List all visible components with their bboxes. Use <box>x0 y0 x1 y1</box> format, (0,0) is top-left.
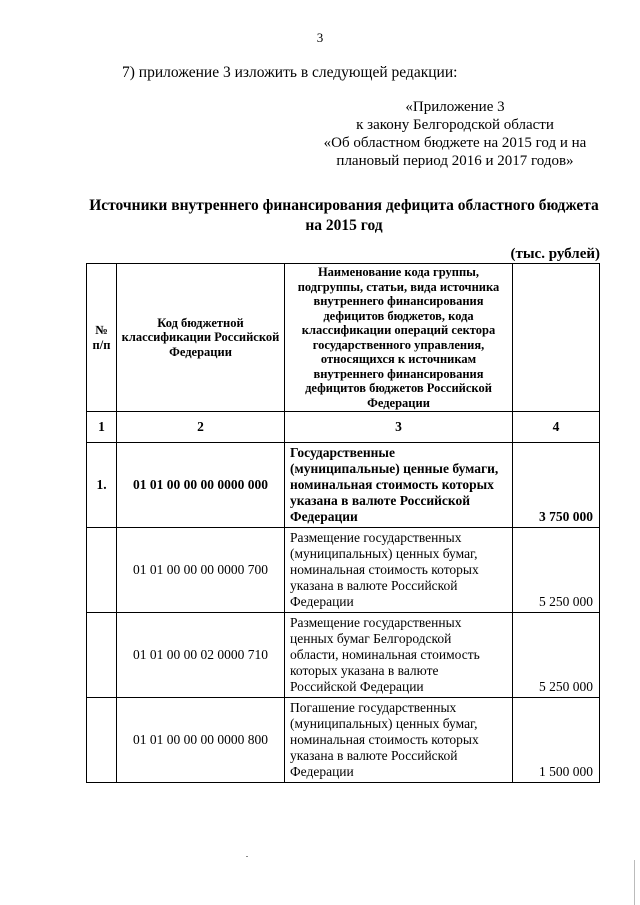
table-row <box>87 443 600 528</box>
desc-line: (муниципальные) ценные бумаги, <box>290 461 499 476</box>
column-number: 1 <box>87 412 117 443</box>
desc-line: (муниципальных) ценных бумаг, <box>290 546 478 561</box>
desc-line: Размещение государственных <box>290 615 462 630</box>
header-num: № п/п <box>87 264 117 412</box>
row-num <box>87 613 117 698</box>
desc-line: области, номинальная стоимость <box>290 647 480 662</box>
header-amount <box>513 264 600 412</box>
scan-speck <box>246 856 248 857</box>
desc-line: номинальная стоимость которых <box>290 477 494 492</box>
desc-line: указана в валюте Российской <box>290 748 458 763</box>
desc-line: Погашение государственных <box>290 700 457 715</box>
desc-line: Федерации <box>290 509 358 524</box>
title-line: Источники внутреннего финансирования дефицита областного бюджета <box>89 197 599 214</box>
row-amount: 5 250 000 <box>513 528 600 613</box>
desc-line: которых указана в валюте <box>290 663 439 678</box>
row-amount: 1 500 000 <box>513 698 600 783</box>
row-num: 1. <box>87 443 117 528</box>
appendix-line: плановый период 2016 и 2017 годов» <box>336 153 574 169</box>
table-row <box>87 528 600 613</box>
desc-line: (муниципальных) ценных бумаг, <box>290 716 478 731</box>
appendix-line: «Приложение 3 <box>405 99 505 115</box>
column-number: 3 <box>285 412 513 443</box>
financing-sources-table <box>86 263 600 783</box>
column-number: 2 <box>117 412 285 443</box>
desc-line: номинальная стоимость которых <box>290 562 479 577</box>
header-name: Наименование кода группы, подгруппы, статьи, вида источника внутреннего финансирования дефицитов бюджетов, кода классификации операций сектора государственного управления, относящихся к источникам внутреннего финансирования дефицитов бюджетов Российской Федерации <box>285 264 513 412</box>
desc-line: Государственные <box>290 445 395 460</box>
row-description <box>285 528 513 613</box>
desc-line: указана в валюте Российской <box>290 493 471 508</box>
document-title <box>70 196 618 236</box>
appendix-line: «Об областном бюджете на 2015 год и на <box>323 135 587 151</box>
appendix-line: к закону Белгородской области <box>356 117 554 133</box>
desc-line: Федерации <box>290 764 354 779</box>
table-header-row <box>87 264 600 412</box>
desc-line: номинальная стоимость которых <box>290 732 479 747</box>
units-label: (тыс. рублей) <box>510 246 600 262</box>
title-line: на 2015 год <box>305 217 383 234</box>
column-numbers-row <box>87 412 600 443</box>
row-num <box>87 698 117 783</box>
scan-edge <box>634 860 635 905</box>
row-description <box>285 613 513 698</box>
table-row <box>87 698 600 783</box>
column-number: 4 <box>513 412 600 443</box>
row-num <box>87 528 117 613</box>
row-code: 01 01 00 00 00 0000 000 <box>117 443 285 528</box>
intro-text: 7) приложение 3 изложить в следующей редакции: <box>122 64 458 81</box>
desc-line: ценных бумаг Белгородской <box>290 631 452 646</box>
appendix-reference <box>300 98 610 170</box>
desc-line: Российской Федерации <box>290 679 424 694</box>
table-row <box>87 613 600 698</box>
row-code: 01 01 00 00 00 0000 700 <box>117 528 285 613</box>
row-code: 01 01 00 00 02 0000 710 <box>117 613 285 698</box>
desc-line: указана в валюте Российской <box>290 578 458 593</box>
row-amount: 3 750 000 <box>513 443 600 528</box>
row-description <box>285 443 513 528</box>
row-code: 01 01 00 00 00 0000 800 <box>117 698 285 783</box>
desc-line: Размещение государственных <box>290 530 462 545</box>
row-description <box>285 698 513 783</box>
page-number: 3 <box>316 30 324 45</box>
header-code: Код бюджетной классификации Российской Федерации <box>117 264 285 412</box>
row-amount: 5 250 000 <box>513 613 600 698</box>
desc-line: Федерации <box>290 594 354 609</box>
